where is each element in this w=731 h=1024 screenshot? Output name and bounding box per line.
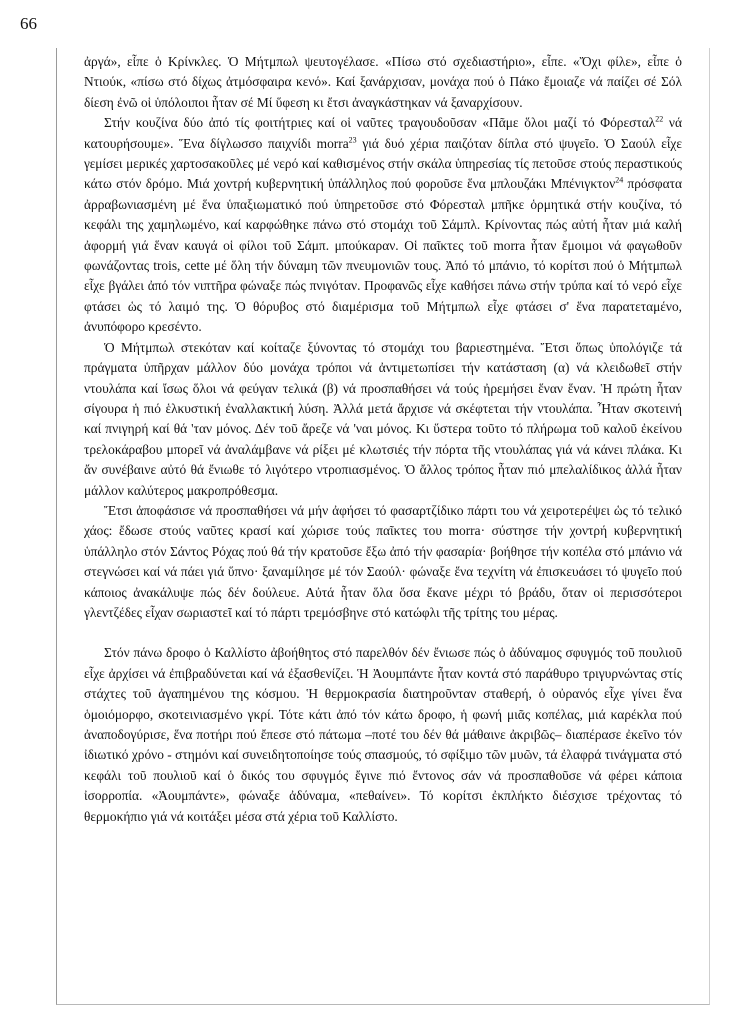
footnote-ref-24: 24 (615, 175, 624, 185)
body-text (84, 52, 682, 827)
paragraph-2-text-c: γιά δυό χέρια παιζόταν δίπλα στό ψυγεῖο. Ὁ Σαούλ εἶχε γεμίσει μερικές χαρτοσακοῦλες μέ νερό καί καθισμένος στήν σκάλα ὑπηρεσίας τίς πετοῦσε στούς περαστικούς κάτω στόν δρόμο. Μιά χοντρή κυβερνητική ὑπάλληλος πού φοροῦσε ἕνα μπλουζάκι Μπένιγκτον (84, 135, 682, 192)
paragraph-4-text: Ἔτσι ἀποφάσισε νά προσπαθήσει νά μήν ἀφήσει τό φασαρτζίδικο πάρτι του νά χειροτερέψει ὡς τό τελικό χάος: ἔδωσε στούς ναῦτες κρασί καί χώρισε τούς παῖκτες του morra· σύστησε τήν χοντρή κυβερνητική ὑπάλληλο στόν Σάντος Ρόχας πού θά τήν κρατοῦσε ἔξω ἀπό τήν φασαρία· βοήθησε τήν κοπέλα στό μπάνιο νά στεγνώσει καί νά πάει γιά ὕπνο· ξαναμίλησε μέ τόν Σαούλ· φώναξε ἕνα τεχνίτη νά ἐπισκευάσει τό ψυγεῖο πού κάποιος ἀνακάλυψε πώς δέν δούλευε. Αὐτά ἦταν ὅλα ὅσα ἔκανε μέχρι τό βράδυ, ὅταν οἱ περισσότεροι γλεντζέδες εἶχαν σωριαστεῖ καί τό πάρτι τρεμόσβηνε στό κατώφλι τῆς τρίτης του μέρας. (84, 502, 682, 620)
paragraph-2-text-a: Στήν κουζίνα δύο ἀπό τίς φοιτήτριες καί οἱ ναῦτες τραγουδοῦσαν «Πᾶμε ὅλοι μαζί τό Φόρεσταλ (104, 115, 656, 131)
paragraph-2-text-b: νά κατουρήσουμε». Ἕνα δίγλωσσο παιχνίδι morra (84, 115, 683, 151)
page-number: 66 (20, 14, 37, 33)
paragraph-5 (84, 643, 682, 827)
paragraph-4 (84, 501, 682, 623)
footnote-ref-23: 23 (348, 135, 357, 145)
footnote-ref-22: 22 (655, 114, 664, 124)
paragraph-3 (84, 338, 682, 501)
paragraph-3-text: Ὁ Μήτμπωλ στεκόταν καί κοίταζε ξύνοντας τό στομάχι του βαριεστημένα. Ἔτσι ὅπως ὑπολόγιζε τά πράγματα ὑπῆρχαν μάλλον δύο μονάχα τρόποι νά ἀντιμετωπίσει τήν κατάσταση (α) νά κλειδωθεῖ στήν ντουλάπα καί ἴσως ὅλοι νά φεύγαν τελικά (β) νά προσπαθήσει νά τούς ἠρεμήσει ἕναν ἕναν. Ἡ πρώτη ἦταν σίγουρα ἡ πιό ἑλκυστική ἐναλλακτική λύση. Ἀλλά μετά ἄρχισε νά σκέφτεται τήν ντουλάπα. Ἦταν σκοτεινή καί πνιγηρή καί θά 'ταν μόνος. Δέν τοῦ ἄρεζε νά 'ναι μόνος. Κι ὕστερα τοῦτο τό πλήρωμα τοῦ καλοῦ ἐκείνου τρελοκάραβου μπορεῖ νά ἀναλάμβανε νά ρίξει μέ κλωτσιές τήν πόρτα τῆς ντουλάπας γιά νά κάνει πλάκα. Κι ἄν συνέβαινε αὐτό θά ἔνιωθε τό λιγότερο ντροπιασμένος. Ὁ ἄλλος τρόπος ἦταν πιό μπελαλίδικος ἀλλά ἦταν μάλλον καλύτερος μακροπρόθεσμα. (84, 339, 682, 498)
paragraph-5-text: Στόν πάνω δροφο ὁ Καλλίστο ἀβοήθητος στό παρελθόν δέν ἔνιωσε πώς ὁ ἀδύναμος σφυγμός τοῦ πουλιοῦ εἶχε ἀρχίσει νά ἐπιβραδύνεται καί νά ἐξασθενίζει. Ἡ Ἀουμπάντε ἦταν κοντά στό παράθυρο τριγυρνώντας στίς στάχτες τοῦ ἀγαπημένου της κόσμου. Ἡ θερμοκρασία διατηροῦνταν σταθερή, ὁ οὐρανός εἶχε γίνει ἕνα ὁμοιόμορφο, σκοτεινιασμένο γκρί. Τότε κάτι ἀπό τόν κάτω δροφο, ἡ φωνή μιᾶς κοπέλας, μιά καρέκλα πού ἀναποδογύρισε, ἕνα ποτήρι πού ἔπεσε στό πάτωμα –ποτέ του δέν θά μάθαινε ἀκριβῶς– διαπέρασε ἐκεῖνο τόν ἰδιωτικό χρόνο - στημόνι καί συνειδητοποίησε τούς σπασμούς, τό σφίξιμο τῶν μυῶν, τά ἐλαφρά τινάγματα στό κεφάλι τοῦ πουλιοῦ καί ὁ δικός του σφυγμός ἔγινε πιό ἔντονος σάν νά προσπαθοῦσε νά φέρει κάποια ἰσορροπία. «Ἀουμπάντε», φώναξε ἀδύναμα, «πεθαίνει». Τό κορίτσι ἐκπλήκτο διέσχισε τρέχοντας τό θερμοκήπιο γιά νά κοιτάξει μέσα στά χέρια τοῦ Καλλίστο. (84, 645, 682, 824)
paragraph-2-text-d: πρόσφατα ἀρραβωνιασμένη μέ ἕνα ὑπαξιωματικό πού ὑπηρετοῦσε στό Φόρεσταλ μπῆκε ὁρμητικά στήν κουζίνα, τό κεφάλι της χαμηλωμένο, καί καρφώθηκε πάνω στό στομάχι τοῦ Σάμπλ. Κρίνοντας πώς αὐτή ἦταν μιά καλή ἀφορμή γιά ἕναν καυγά οἱ φίλοι τοῦ Σάμπ. μπούκαραν. Οἱ παῖκτες τοῦ morra ἦταν ἔμοιμοι νά φαγωθοῦν φωνάζοντας trois, cette μέ ὅλη τήν δύναμη τῶν πνευμονιῶν τους. Ἀπό τό μπάνιο, τό κορίτσι πού ὁ Μήτμπωλ εἶχε βγάλει ἀπό τόν νιπτῆρα φώναξε πώς πνιγόταν. Προφανῶς εἶχε καθήσει πάνω στήν τρύπα καί τό νερό εἶχε φτάσει ὡς τό λαιμό της. Ὁ θόρυβος στό διαμέρισμα τοῦ Μήτμπωλ εἶχε φτάσει σ' ἕνα παρατεταμένο, ἀνυπόφορο κρεσέντο. (84, 176, 682, 335)
paragraph-1 (84, 52, 682, 113)
paragraph-1-text: ἀργά», εἶπε ὁ Κρίνκλες. Ὁ Μήτμπωλ ψευτογέλασε. «Πίσω στό σχεδιαστήριο», εἶπε. «Ὄχι φίλε», εἶπε ὁ Ντιούκ, «πίσω στό δίχως ἀτμόσφαιρα κενό». Καί ξανάρχισαν, μονάχα πού ὁ Πάκο ἔμοιαζε νά παίζει σέ Σόλ δίεση ἐνῶ οἱ ὑπόλοιποι ἦταν σέ Μί ὕφεση κι ἔτσι ἀναγκάστηκαν νά ξαναρχίσουν. (84, 54, 682, 110)
paragraph-2 (84, 113, 682, 337)
